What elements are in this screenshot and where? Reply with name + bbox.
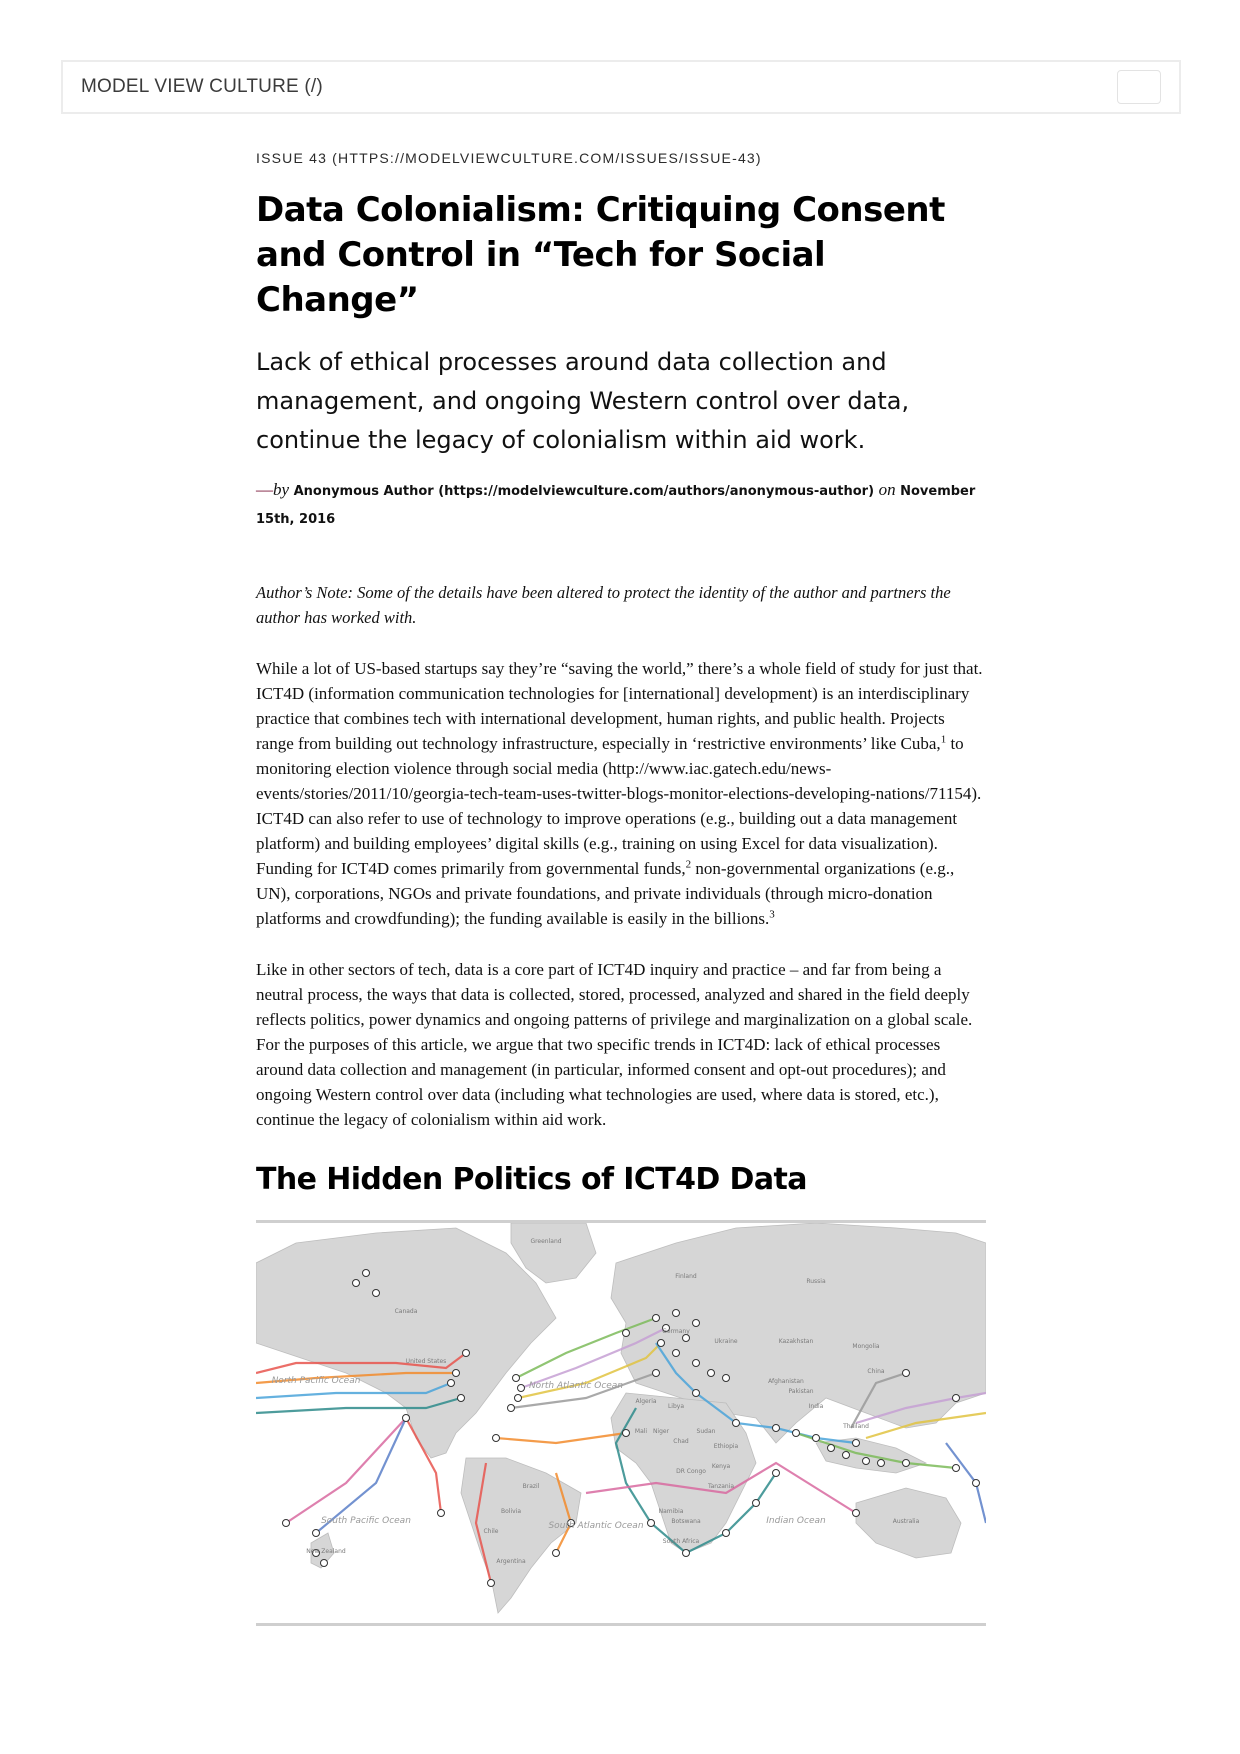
landing-station-marker (363, 1270, 370, 1277)
landing-station-marker (488, 1580, 495, 1587)
landing-station-marker (953, 1395, 960, 1402)
landing-station-marker (373, 1290, 380, 1297)
landing-station-marker (313, 1530, 320, 1537)
landing-station-marker (683, 1550, 690, 1557)
map-label: Botswana (671, 1518, 701, 1525)
landing-station-marker (321, 1560, 328, 1567)
landing-station-marker (773, 1425, 780, 1432)
landing-station-marker (973, 1480, 980, 1487)
landing-station-marker (353, 1280, 360, 1287)
map-label: Pakistan (788, 1388, 814, 1395)
map-label: New Zealand (306, 1548, 346, 1555)
footnote-ref-2[interactable]: 2 (685, 858, 692, 871)
landing-station-marker (753, 1500, 760, 1507)
map-label: Thailand (843, 1423, 869, 1430)
site-header (61, 60, 1181, 114)
map-label: DR Congo (676, 1468, 706, 1475)
section-heading: The Hidden Politics of ICT4D Data (256, 1162, 807, 1197)
landing-station-marker (623, 1330, 630, 1337)
author-note: Author’s Note: Some of the details have been altered to protect the identity of the author and partners the author has worked with. (256, 583, 951, 627)
landing-station-marker (733, 1420, 740, 1427)
submarine-cable-map-figure (256, 1220, 986, 1626)
landing-station-marker (438, 1510, 445, 1517)
map-label: North Pacific Ocean (271, 1376, 361, 1386)
landing-station-marker (553, 1550, 560, 1557)
landing-station-marker (903, 1460, 910, 1467)
map-label: Chad (673, 1438, 689, 1445)
byline-by: by (273, 480, 290, 499)
landing-station-marker (793, 1430, 800, 1437)
map-label: Australia (892, 1518, 920, 1525)
landing-station-marker (813, 1435, 820, 1442)
map-label: Greenland (530, 1238, 562, 1245)
map-label: Libya (667, 1403, 685, 1410)
landing-station-marker (853, 1440, 860, 1447)
landing-station-marker (508, 1405, 515, 1412)
author-link[interactable]: Anonymous Author (https://modelviewculture.com/authors/anonymous-author) (293, 484, 875, 499)
landing-station-marker (863, 1458, 870, 1465)
landing-station-marker (453, 1370, 460, 1377)
map-label: Canada (394, 1308, 418, 1315)
map-label: India (808, 1403, 824, 1410)
map-label: United States (405, 1358, 447, 1365)
article (256, 150, 986, 1626)
map-label: Tanzania (707, 1483, 735, 1490)
landing-station-marker (723, 1375, 730, 1382)
landing-station-marker (683, 1335, 690, 1342)
map-label: Indian Ocean (766, 1516, 826, 1526)
map-label: Ethiopia (713, 1443, 739, 1450)
site-brand-link[interactable]: MODEL VIEW CULTURE (/) (81, 76, 323, 97)
map-label: Mongolia (852, 1343, 880, 1350)
landing-station-marker (903, 1370, 910, 1377)
landing-station-marker (653, 1315, 660, 1322)
menu-toggle-button[interactable] (1117, 70, 1161, 104)
map-label: Chile (483, 1528, 499, 1535)
landing-station-marker (708, 1370, 715, 1377)
landing-station-marker (458, 1395, 465, 1402)
paragraph-text: to monitoring election violence through social media (http://www.iac.gatech.edu/news-events/stories/2011/10/georgia-tech-team-uses-twitter-blogs-monitor-elections-developing-nations/71154). ICT4D can also refer to use of technology to improve operations (e.g., building out a data management platform) and building employees’ digital skills (e.g., training on using Excel for data visualization). Funding for ICT4D comes primarily from governmental funds, (256, 734, 982, 878)
map-label: Namibia (658, 1508, 684, 1515)
map-label: Kenya (711, 1463, 731, 1470)
landing-station-marker (658, 1340, 665, 1347)
map-label: Brazil (522, 1483, 540, 1490)
landing-station-marker (693, 1390, 700, 1397)
landing-station-marker (953, 1465, 960, 1472)
map-label: Sudan (696, 1428, 716, 1435)
landing-station-marker (283, 1520, 290, 1527)
map-label: China (867, 1368, 885, 1375)
landing-station-marker (673, 1350, 680, 1357)
byline-dash: — (256, 480, 273, 499)
world-map-image (256, 1223, 986, 1623)
map-label: Afghanistan (768, 1378, 804, 1385)
landing-station-marker (828, 1445, 835, 1452)
landing-station-marker (648, 1520, 655, 1527)
paragraph-text: While a lot of US-based startups say they’re “saving the world,” there’s a whole field of study for just that. ICT4D (information communication technologies for [international] development) is an interdisciplinary practice that combines tech with international development, human rights, and public health. Projects range from building out technology infrastructure, especially in ‘restrictive environments’ like Cuba, (256, 659, 983, 753)
article-subtitle: Lack of ethical processes around data collection and management, and ongoing Western control over data, continue the legacy of colonialism within aid work. (256, 348, 910, 454)
article-title: Data Colonialism: Critiquing Consent and Control in “Tech for Social Change” (256, 190, 945, 320)
landing-station-marker (653, 1370, 660, 1377)
landing-station-marker (878, 1460, 885, 1467)
map-label: South Africa (662, 1538, 700, 1545)
map-label: Niger (652, 1428, 670, 1435)
map-label: Russia (806, 1278, 826, 1285)
body-paragraph-2: Like in other sectors of tech, data is a core part of ICT4D inquiry and practice – and far from being a neutral process, the ways that data is collected, stored, processed, analyzed and shared in the field deeply reflects politics, power dynamics and ongoing patterns of privilege and marginalization on a global scale. For the purposes of this article, we argue that two specific trends in ICT4D: lack of ethical processes around data collection and management (in particular, informed consent and opt-out procedures); and ongoing Western control over data (including what technologies are used, where data is stored, etc.), continue the legacy of colonialism within aid work. (256, 960, 973, 1129)
landing-station-marker (723, 1530, 730, 1537)
map-label: South Atlantic Ocean (548, 1521, 644, 1531)
footnote-ref-1[interactable]: 1 (940, 733, 947, 746)
issue-link[interactable]: ISSUE 43 (HTTPS://MODELVIEWCULTURE.COM/ISSUES/ISSUE-43) (256, 150, 762, 166)
landing-station-marker (463, 1350, 470, 1357)
landing-station-marker (773, 1470, 780, 1477)
map-label: Mali (634, 1428, 648, 1435)
byline (256, 476, 986, 534)
map-label: Argentina (496, 1558, 526, 1565)
landing-station-marker (518, 1385, 525, 1392)
landing-station-marker (403, 1415, 410, 1422)
map-label: Finland (675, 1273, 697, 1280)
landing-station-marker (693, 1360, 700, 1367)
map-label: Ukraine (714, 1338, 738, 1345)
landing-station-marker (853, 1510, 860, 1517)
map-label: Bolivia (500, 1508, 522, 1515)
landing-station-marker (515, 1395, 522, 1402)
map-label: Germany (662, 1328, 690, 1335)
map-label: Algeria (635, 1398, 657, 1405)
landing-station-marker (448, 1380, 455, 1387)
publish-date: November 15th, 2016 (256, 484, 976, 527)
map-label: Kazakhstan (778, 1338, 814, 1345)
landing-station-marker (673, 1310, 680, 1317)
map-label: South Pacific Ocean (321, 1516, 411, 1526)
paragraph-text: non-governmental organizations (e.g., UN), corporations, NGOs and private foundations, and private individuals (through micro-donation platforms and crowdfunding); the funding available is easily in the billions. (256, 859, 955, 928)
landing-station-marker (843, 1452, 850, 1459)
body-paragraph-1 (256, 656, 986, 931)
landing-station-marker (493, 1435, 500, 1442)
map-label: North Atlantic Ocean (528, 1381, 624, 1391)
footnote-ref-3[interactable]: 3 (769, 908, 775, 921)
byline-on: on (878, 480, 896, 499)
landing-station-marker (623, 1430, 630, 1437)
landing-station-marker (513, 1375, 520, 1382)
landing-station-marker (693, 1320, 700, 1327)
